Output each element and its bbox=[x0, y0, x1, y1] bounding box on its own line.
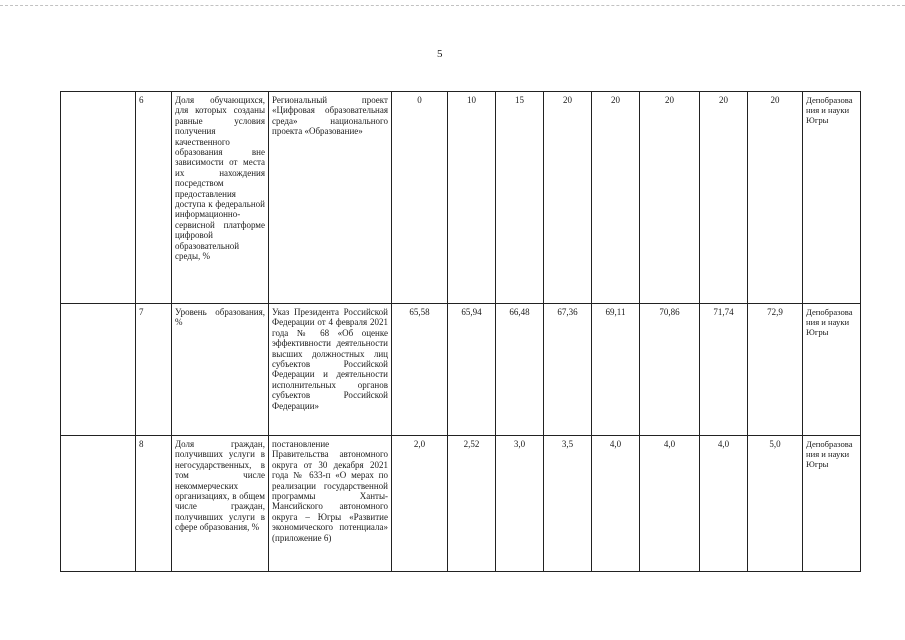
value-cell: 4,0 bbox=[700, 436, 748, 572]
indicator-basis: постановление Правительства автономного округа от 30 декабря 2021 года № 633-п «О мерах по реализации государственной программы Ханты-Мансийского автономного округа – Югры «Развитие экономического потенциала» (приложение 6) bbox=[269, 436, 392, 572]
page-number: 5 bbox=[437, 48, 443, 60]
value-cell: 72,9 bbox=[748, 304, 803, 436]
value-cell: 3,0 bbox=[496, 436, 544, 572]
value-cell: 15 bbox=[496, 92, 544, 304]
value-cell: 2,0 bbox=[392, 436, 448, 572]
value-cell: 20 bbox=[592, 92, 640, 304]
responsible-executor: Депобразования и науки Югры bbox=[803, 436, 861, 572]
blank-cell bbox=[61, 92, 136, 304]
value-cell: 0 bbox=[392, 92, 448, 304]
indicator-name: Доля граждан, получивших услуги в негосударственных, в том числе некоммерческих организациях, в общем числе граждан, получивших услуги в сфере образования, % bbox=[172, 436, 269, 572]
value-cell: 65,94 bbox=[448, 304, 496, 436]
responsible-executor: Депобразования и науки Югры bbox=[803, 304, 861, 436]
scan-top-edge bbox=[0, 5, 905, 8]
blank-cell bbox=[61, 436, 136, 572]
value-cell: 69,11 bbox=[592, 304, 640, 436]
table-row bbox=[61, 304, 861, 436]
indicator-basis: Указ Президента Российской Федерации от 4 февраля 2021 года № 68 «Об оценке эффективности деятельности высших должностных лиц субъектов Российской Федерации и деятельности исполнительных органов субъектов Российской Федерации» bbox=[269, 304, 392, 436]
indicators-table bbox=[60, 91, 861, 572]
indicator-name: Доля обучающихся, для которых созданы равные условия получения качественного образования вне зависимости от места их нахождения посредством предоставления доступа к федеральной информационно-сервисной платформе цифровой образовательной среды, % bbox=[172, 92, 269, 304]
value-cell: 4,0 bbox=[592, 436, 640, 572]
indicator-name: Уровень образования, % bbox=[172, 304, 269, 436]
value-cell: 2,52 bbox=[448, 436, 496, 572]
value-cell: 70,86 bbox=[640, 304, 700, 436]
blank-cell bbox=[61, 304, 136, 436]
value-cell: 20 bbox=[700, 92, 748, 304]
value-cell: 65,58 bbox=[392, 304, 448, 436]
value-cell: 20 bbox=[640, 92, 700, 304]
indicator-basis: Региональный проект «Цифровая образовательная среда» национального проекта «Образование» bbox=[269, 92, 392, 304]
value-cell: 71,74 bbox=[700, 304, 748, 436]
value-cell: 66,48 bbox=[496, 304, 544, 436]
value-cell: 67,36 bbox=[544, 304, 592, 436]
value-cell: 20 bbox=[748, 92, 803, 304]
value-cell: 3,5 bbox=[544, 436, 592, 572]
row-number: 8 bbox=[136, 436, 172, 572]
value-cell: 10 bbox=[448, 92, 496, 304]
row-number: 7 bbox=[136, 304, 172, 436]
value-cell: 5,0 bbox=[748, 436, 803, 572]
table-row bbox=[61, 436, 861, 572]
table-row bbox=[61, 92, 861, 304]
responsible-executor: Депобразования и науки Югры bbox=[803, 92, 861, 304]
row-number: 6 bbox=[136, 92, 172, 304]
value-cell: 4,0 bbox=[640, 436, 700, 572]
value-cell: 20 bbox=[544, 92, 592, 304]
